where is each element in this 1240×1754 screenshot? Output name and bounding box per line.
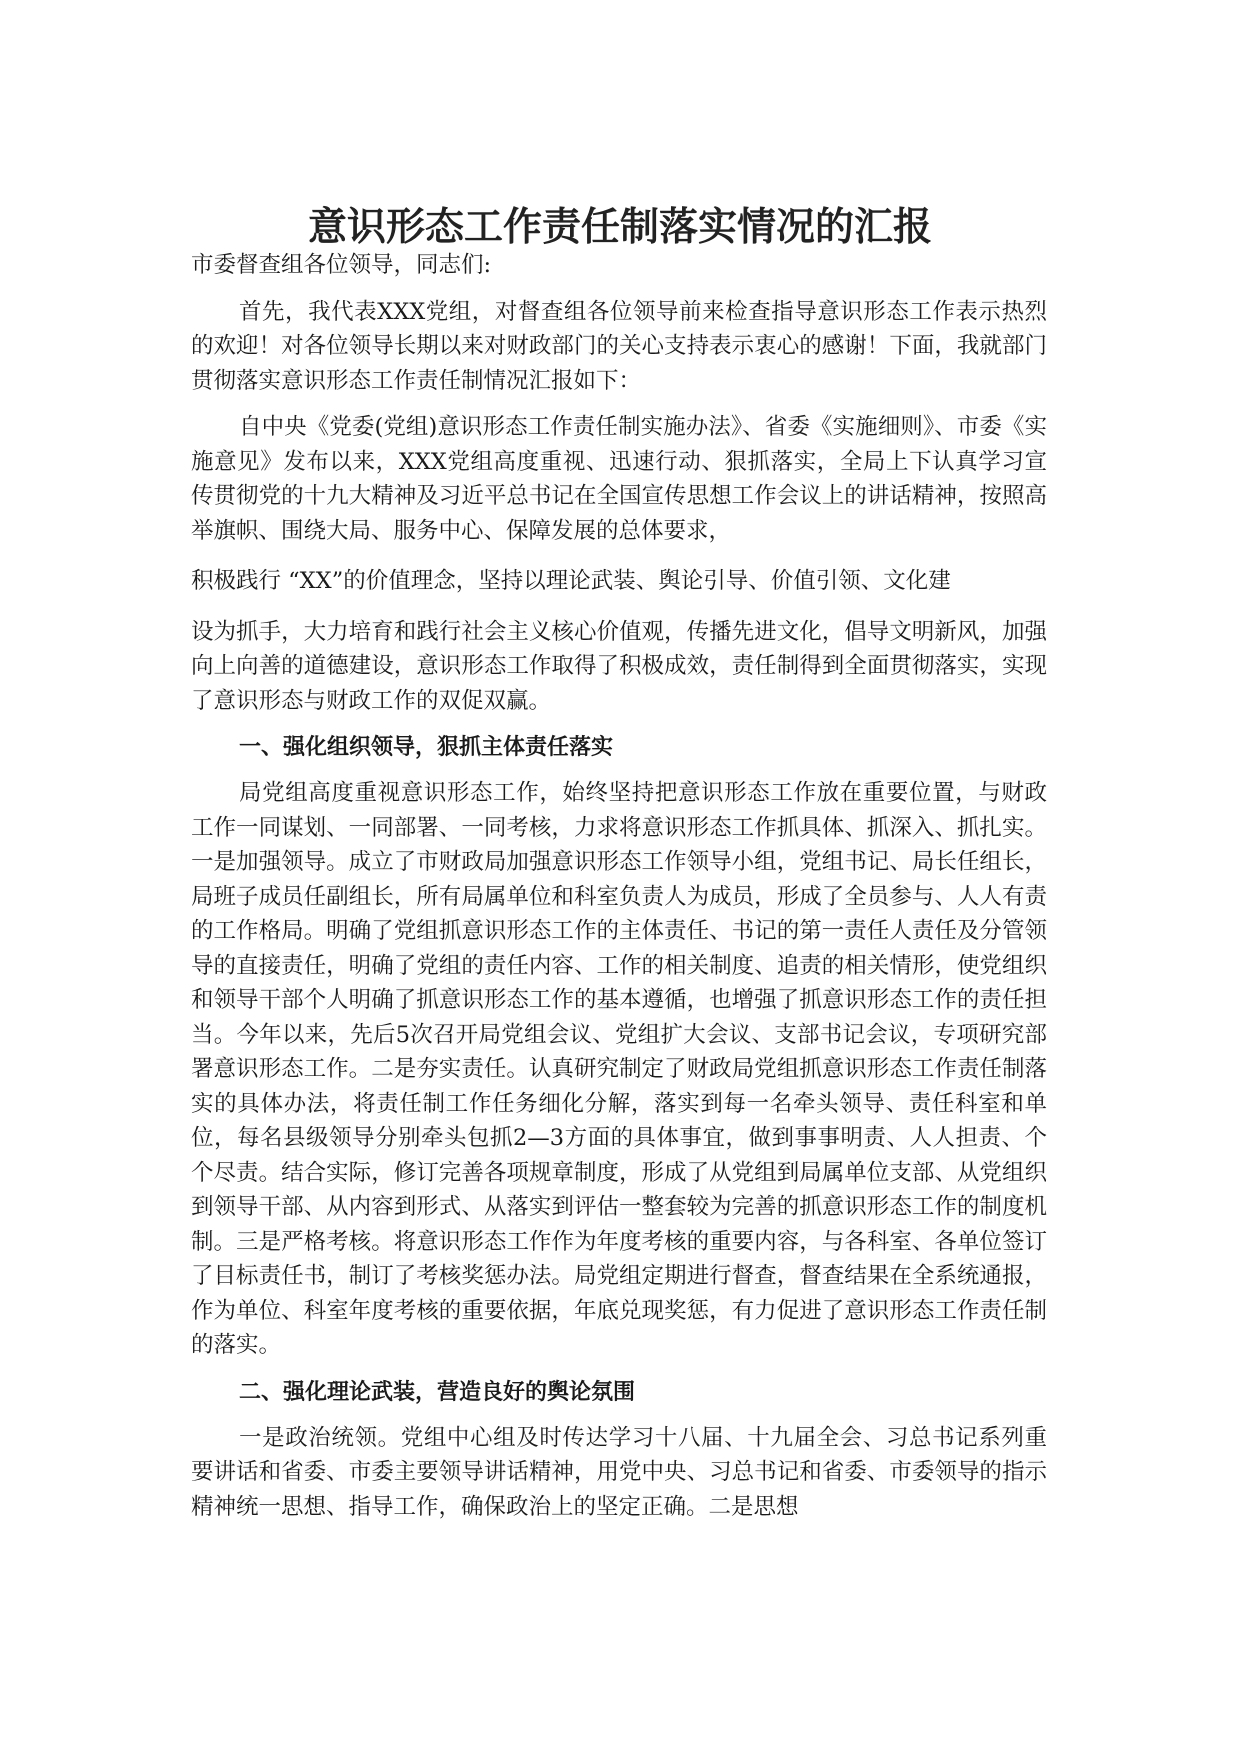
section-heading-2: 二、强化理论武装，营造良好的舆论氛围: [239, 1379, 636, 1405]
paragraph-background-cont: 设为抓手，大力培育和践行社会主义核心价值观，传播先进文化，倡导文明新风，加强向上向善的道德建设，意识形态工作取得了积极成效，责任制得到全面贯彻落实，实现了意识形态与财政工作的双促双赢。: [191, 618, 1047, 714]
section-heading-1: 一、强化组织领导，狠抓主体责任落实: [239, 735, 614, 760]
paragraph-section-1: 局党组高度重视意识形态工作，始终坚持把意识形态工作放在重要位置，与财政工作一同谋划、一同部署、一同考核，力求将意识形态工作抓具体、抓深入、抓扎实。一是加强领导。成立了市财政局加强意识形态工作领导小组，党组书记、局长任组长，局班子成员任副组长，所有局属单位和科室负责人为成员，形成了全员参与、人人有责的工作格局。明确了党组抓意识形态工作的主体责任、书记的第一责任人责任及分管领导的直接责任，明确了党组的责任内容、工作的相关制度、追责的相关情形，使党组织和领导干部个人明确了抓意识形态工作的基本遵循，也增强了抓意识形态工作的责任担当。今年以来，先后5次召开局党组会议、党组扩大会议、支部书记会议，专项研究部署意识形态工作。二是夯实责任。认真研究制定了财政局党组抓意识形态工作责任制落实的具体办法，将责任制工作任务细化分解，落实到每一名牵头领导、责任科室和单位，每名县级领导分别牵头包抓2—3方面的具体事宜，做到事事明责、人人担责、个个尽责。结合实际，修订完善各项规章制度，形成了从党组到局属单位支部、从党组织到领导干部、从内容到形式、从落实到评估一整套较为完善的抓意识形态工作的制度机制。三是严格考核。将意识形态工作作为年度考核的重要内容，与各科室、各单位签订了目标责任书，制订了考核奖惩办法。局党组定期进行督查，督查结果在全系统通报，作为单位、科室年度考核的重要依据，年底兑现奖惩，有力促进了意识形态工作责任制的落实。: [191, 780, 1047, 1358]
document-body: [191, 248, 1047, 1524]
paragraph-background: 自中央《党委(党组)意识形态工作责任制实施办法》、省委《实施细则》、市委《实施意见》发布以来，XXX党组高度重视、迅速行动、狠抓落实，全局上下认真学习宣传贯彻党的十九大精神及习近平总书记在全国宣传思想工作会议上的讲话精神，按照高举旗帜、围绕大局、服务中心、保障发展的总体要求，: [191, 414, 1047, 544]
paragraph-section-2: 一是政治统领。党组中心组及时传达学习十八届、十九届全会、习总书记系列重要讲话和省委、市委主要领导讲话精神，用党中央、习总书记和省委、市委领导的指示精神统一思想、指导工作，确保政治上的坚定正确。二是思想: [191, 1424, 1047, 1520]
salutation: 市委督查组各位领导，同志们:: [191, 252, 492, 278]
paragraph-intro: 首先，我代表XXX党组，对督查组各位领导前来检查指导意识形态工作表示热烈的欢迎！对各位领导长期以来对财政部门的关心支持表示衷心的感谢！下面，我就部门贯彻落实意识形态工作责任制情况汇报如下：: [191, 298, 1047, 394]
document-title: 意识形态工作责任制落实情况的汇报: [307, 205, 932, 250]
paragraph-background-line: 积极践行 “XX”的价值理念，坚持以理论武装、舆论引导、价值引领、文化建: [191, 568, 951, 594]
